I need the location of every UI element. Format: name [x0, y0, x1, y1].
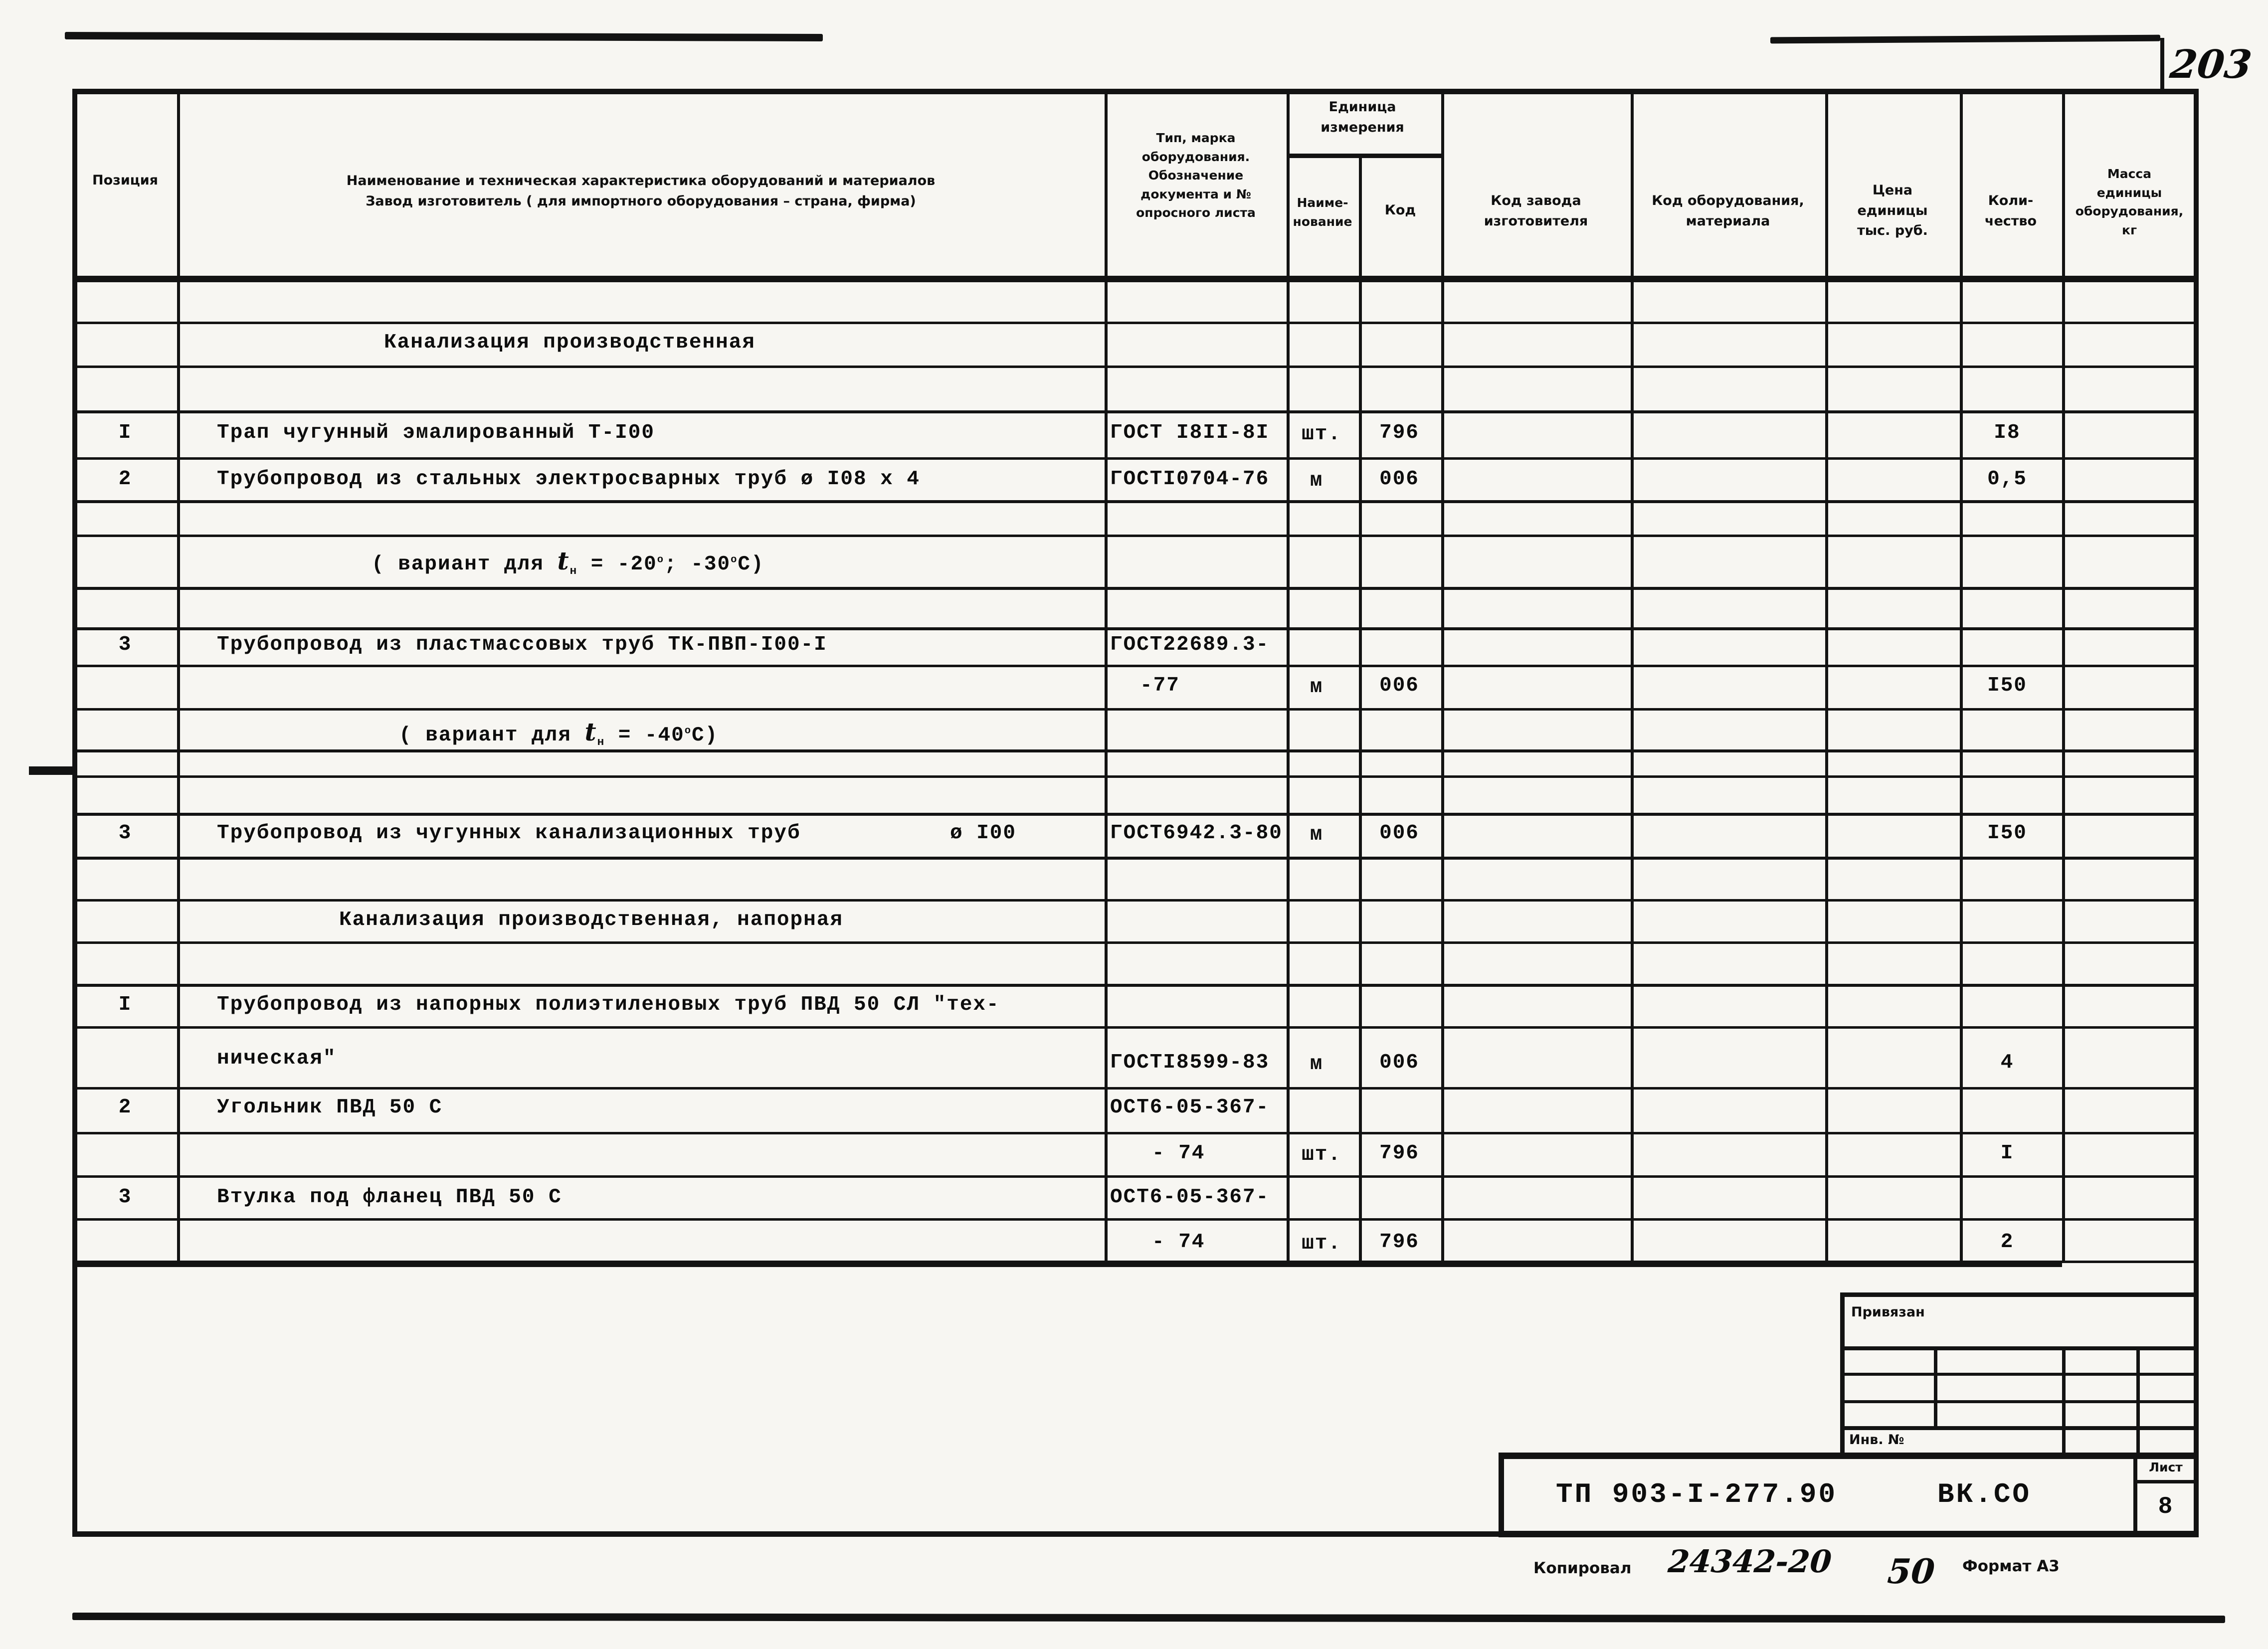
table-bottom-border — [72, 1531, 1501, 1537]
header-mass-line3: оборудования, — [2075, 204, 2184, 218]
col-line-unitcode — [1441, 89, 1444, 1261]
cell-code: 796 — [1379, 421, 1419, 444]
section-title: Канализация производственная — [384, 331, 756, 354]
stamp-row-line — [1840, 1426, 2196, 1430]
cell-name-diameter: ø I00 — [950, 822, 1017, 845]
cell-unit: м — [1310, 823, 1323, 846]
variant-mid2: ; -30 — [664, 553, 731, 576]
header-type-line: опросного листа — [1136, 205, 1256, 220]
cell-position: I — [118, 993, 132, 1016]
header-factory-line2: изготовителя — [1484, 213, 1588, 229]
cell-code: 006 — [1379, 674, 1419, 697]
section-title: Канализация производственная, напорная — [339, 909, 843, 931]
cell-name: Трубопровод из стальных электросварных труб ø I08 х 4 — [217, 468, 921, 491]
copy-count: 50 — [1886, 1552, 1936, 1592]
col-line-type — [1287, 89, 1290, 1261]
header-unit-name-line1: Наиме- — [1297, 195, 1348, 210]
variant-t-symbol: t — [557, 546, 570, 575]
header-unit-group — [1321, 97, 1404, 138]
col-line-factory — [1631, 89, 1634, 1261]
cell-qty: 2 — [2000, 1231, 2014, 1254]
cell-unit: шт. — [1302, 1143, 1341, 1166]
cell-name: Втулка под фланец ПВД 50 С — [217, 1186, 562, 1209]
cell-doc: -77 — [1140, 674, 1180, 697]
header-qty-line1: Коли- — [1988, 193, 2034, 208]
cell-qty: I50 — [1987, 822, 2027, 845]
top-left-scan-line — [65, 32, 823, 41]
header-bottom-border — [72, 276, 2198, 282]
header-mass — [2076, 165, 2183, 239]
variant-pre: ( вариант для — [372, 553, 558, 576]
cell-unit: шт. — [1302, 1232, 1341, 1255]
variant-t-sub: н — [597, 735, 605, 749]
row-line — [72, 984, 2196, 987]
row-line — [72, 1218, 2196, 1221]
copied-label: Копировал — [1533, 1559, 1632, 1577]
variant-mid: = -40 — [605, 724, 685, 747]
variant-mid: = -20 — [577, 553, 657, 576]
header-unit-group-line1: Единица — [1328, 99, 1396, 115]
row-line — [72, 500, 2196, 503]
stamp-col-line — [1934, 1346, 1937, 1430]
cell-code: 006 — [1379, 468, 1419, 491]
row-line — [72, 1175, 2196, 1178]
header-equipment — [1652, 191, 1804, 231]
header-mass-line4: кг — [2121, 222, 2137, 237]
cell-code: 006 — [1379, 1051, 1419, 1074]
header-price-line1: Цена — [1872, 183, 1913, 198]
cell-doc: ГОСТ I8II-8I — [1110, 421, 1270, 444]
cell-doc: - 74 — [1152, 1142, 1205, 1165]
header-type-line: оборудования. — [1141, 149, 1250, 164]
cell-qty: I8 — [1994, 421, 2021, 444]
inventory-number-label: Инв. № — [1849, 1432, 1904, 1448]
row-line — [72, 627, 2196, 630]
cell-code: 796 — [1379, 1231, 1419, 1254]
cell-position: 2 — [118, 468, 132, 491]
header-equipment-line2: материала — [1686, 213, 1770, 229]
sheet-label: Лист — [2149, 1460, 2183, 1474]
stamp-col-line — [2062, 1346, 2066, 1453]
cell-qty: I — [2000, 1142, 2014, 1165]
header-mass-line1: Масса — [2107, 167, 2152, 181]
header-factory — [1484, 191, 1588, 231]
header-unit-name-line2: нование — [1293, 214, 1352, 229]
cell-qty: 0,5 — [1987, 468, 2027, 491]
cell-unit: шт. — [1302, 423, 1341, 446]
cell-qty: 4 — [2000, 1051, 2014, 1074]
format-label: Формат А3 — [1962, 1557, 2060, 1575]
corner-box-line — [2160, 38, 2164, 89]
header-price — [1857, 181, 1928, 241]
header-type — [1136, 129, 1256, 222]
col-line-name — [1105, 89, 1108, 1261]
header-unit-group-line2: измерения — [1321, 119, 1404, 135]
document-number: ТП 903-I-277.90 — [1556, 1478, 1838, 1510]
cell-name: ническая" — [217, 1047, 337, 1070]
header-name — [347, 171, 935, 211]
unit-group-split-line — [1287, 154, 1441, 158]
cell-doc: ГОСТ6942.3-80 — [1110, 822, 1283, 845]
degree-mark: о — [657, 554, 665, 566]
header-position: Позиция — [92, 173, 159, 188]
row-line — [72, 775, 2196, 778]
cell-doc: ГОСТ22689.3- — [1110, 633, 1270, 656]
row-line — [72, 1087, 2196, 1090]
header-mass-line2: единицы — [2096, 185, 2162, 200]
header-unit-code: Код — [1384, 202, 1416, 218]
cell-position: 3 — [118, 822, 132, 845]
col-line-qty — [2062, 89, 2065, 1261]
row-line — [72, 535, 2196, 537]
stamp-col-line — [2136, 1346, 2140, 1453]
row-line — [72, 665, 2196, 667]
header-qty — [1985, 191, 2037, 231]
sheet-bottom-line — [72, 1613, 2225, 1623]
copy-number: 24342-20 — [1667, 1543, 1833, 1580]
col-line-price — [1960, 89, 1963, 1261]
variant-pre: ( вариант для — [399, 724, 585, 747]
header-type-line: Тип, марка — [1156, 131, 1236, 145]
cell-code: 796 — [1379, 1142, 1419, 1165]
cell-name: Трап чугунный эмалированный Т-I00 — [217, 421, 655, 444]
stamp-row-line — [1840, 1346, 2196, 1350]
page-corner-number: 203 — [2168, 42, 2254, 87]
stamp-row-line — [1840, 1400, 2196, 1403]
header-price-line2: единицы — [1857, 202, 1928, 218]
content-bottom-thin — [2062, 1261, 2196, 1263]
row-line — [72, 366, 2196, 368]
col-line-unit-split — [1359, 154, 1362, 1261]
row-line — [72, 899, 2196, 902]
cell-code: 006 — [1379, 822, 1419, 845]
header-equipment-line1: Код оборудования, — [1652, 193, 1804, 208]
cell-name: Трубопровод из пластмассовых труб ТК-ПВП-I00-I — [217, 633, 827, 656]
titlebar-bottom-border — [1499, 1531, 2199, 1537]
col-line-equipment — [1825, 89, 1828, 1261]
margin-tick — [29, 766, 74, 775]
row-line — [72, 708, 2196, 711]
row-line — [72, 1132, 2196, 1134]
header-name-line1: Наименование и техническая характеристика оборудований и материалов — [346, 173, 936, 188]
row-line — [72, 587, 2196, 590]
degree-mark: о — [684, 725, 692, 737]
cell-name: Угольник ПВД 50 С — [217, 1096, 443, 1119]
cell-position: I — [118, 421, 132, 444]
header-type-line: Обозначение — [1148, 168, 1244, 183]
cell-unit: м — [1310, 676, 1323, 699]
row-line — [72, 813, 2196, 816]
row-line — [72, 457, 2196, 460]
cell-doc: ОСТ6-05-367- — [1110, 1096, 1270, 1119]
stamp-label: Привязан — [1851, 1304, 1925, 1320]
cell-position: 3 — [118, 633, 132, 656]
stamp-row-line — [1840, 1373, 2196, 1376]
titlebar-top-border — [1499, 1453, 2196, 1459]
cell-position: 3 — [118, 1186, 132, 1209]
cell-name: Трубопровод из напорных полиэтиленовых труб ПВД 50 СЛ "тех- — [217, 993, 1000, 1016]
variant-end: С) — [738, 553, 764, 576]
row-line — [72, 941, 2196, 944]
header-type-line: документа и № — [1140, 186, 1251, 201]
cell-doc: ГОСТI0704-76 — [1110, 468, 1270, 491]
top-right-scan-line — [1770, 35, 2160, 44]
row-line — [72, 749, 2196, 752]
variant-note — [399, 717, 718, 748]
header-factory-line1: Код завода — [1491, 193, 1581, 208]
col-line-position — [177, 89, 180, 1261]
cell-doc: ОСТ6-05-367- — [1110, 1186, 1270, 1209]
variant-t-symbol: t — [584, 717, 597, 746]
cell-qty: I50 — [1987, 674, 2027, 697]
content-bottom-border — [72, 1261, 2062, 1267]
document-code: ВК.СО — [1937, 1478, 2032, 1510]
row-line — [72, 410, 2196, 413]
table-top-border — [72, 89, 2198, 94]
header-unit-name — [1293, 193, 1352, 231]
row-line — [72, 857, 2196, 860]
header-qty-line2: чество — [1984, 213, 2037, 229]
sheet-box-split — [2133, 1480, 2194, 1483]
cell-doc: ГОСТI8599-83 — [1110, 1051, 1270, 1074]
titlebar-left-border — [1499, 1453, 1504, 1537]
cell-name: Трубопровод из чугунных канализационных труб — [217, 822, 801, 845]
header-name-line2: Завод изготовитель ( для импортного оборудования – страна, фирма) — [366, 193, 916, 209]
row-line — [72, 1026, 2196, 1029]
sheet-number: 8 — [2158, 1493, 2174, 1520]
variant-end: С) — [692, 724, 719, 747]
cell-position: 2 — [118, 1096, 132, 1119]
header-price-line3: тыс. руб. — [1857, 223, 1928, 238]
sheet-box-line — [2133, 1453, 2137, 1531]
degree-mark: о — [731, 554, 738, 566]
variant-note — [372, 546, 764, 577]
stamp-top-border — [1840, 1292, 2196, 1297]
variant-t-sub: н — [569, 564, 578, 578]
cell-doc: - 74 — [1152, 1231, 1205, 1254]
cell-unit: м — [1310, 469, 1323, 492]
cell-unit: м — [1310, 1053, 1323, 1076]
row-line — [72, 322, 2196, 324]
